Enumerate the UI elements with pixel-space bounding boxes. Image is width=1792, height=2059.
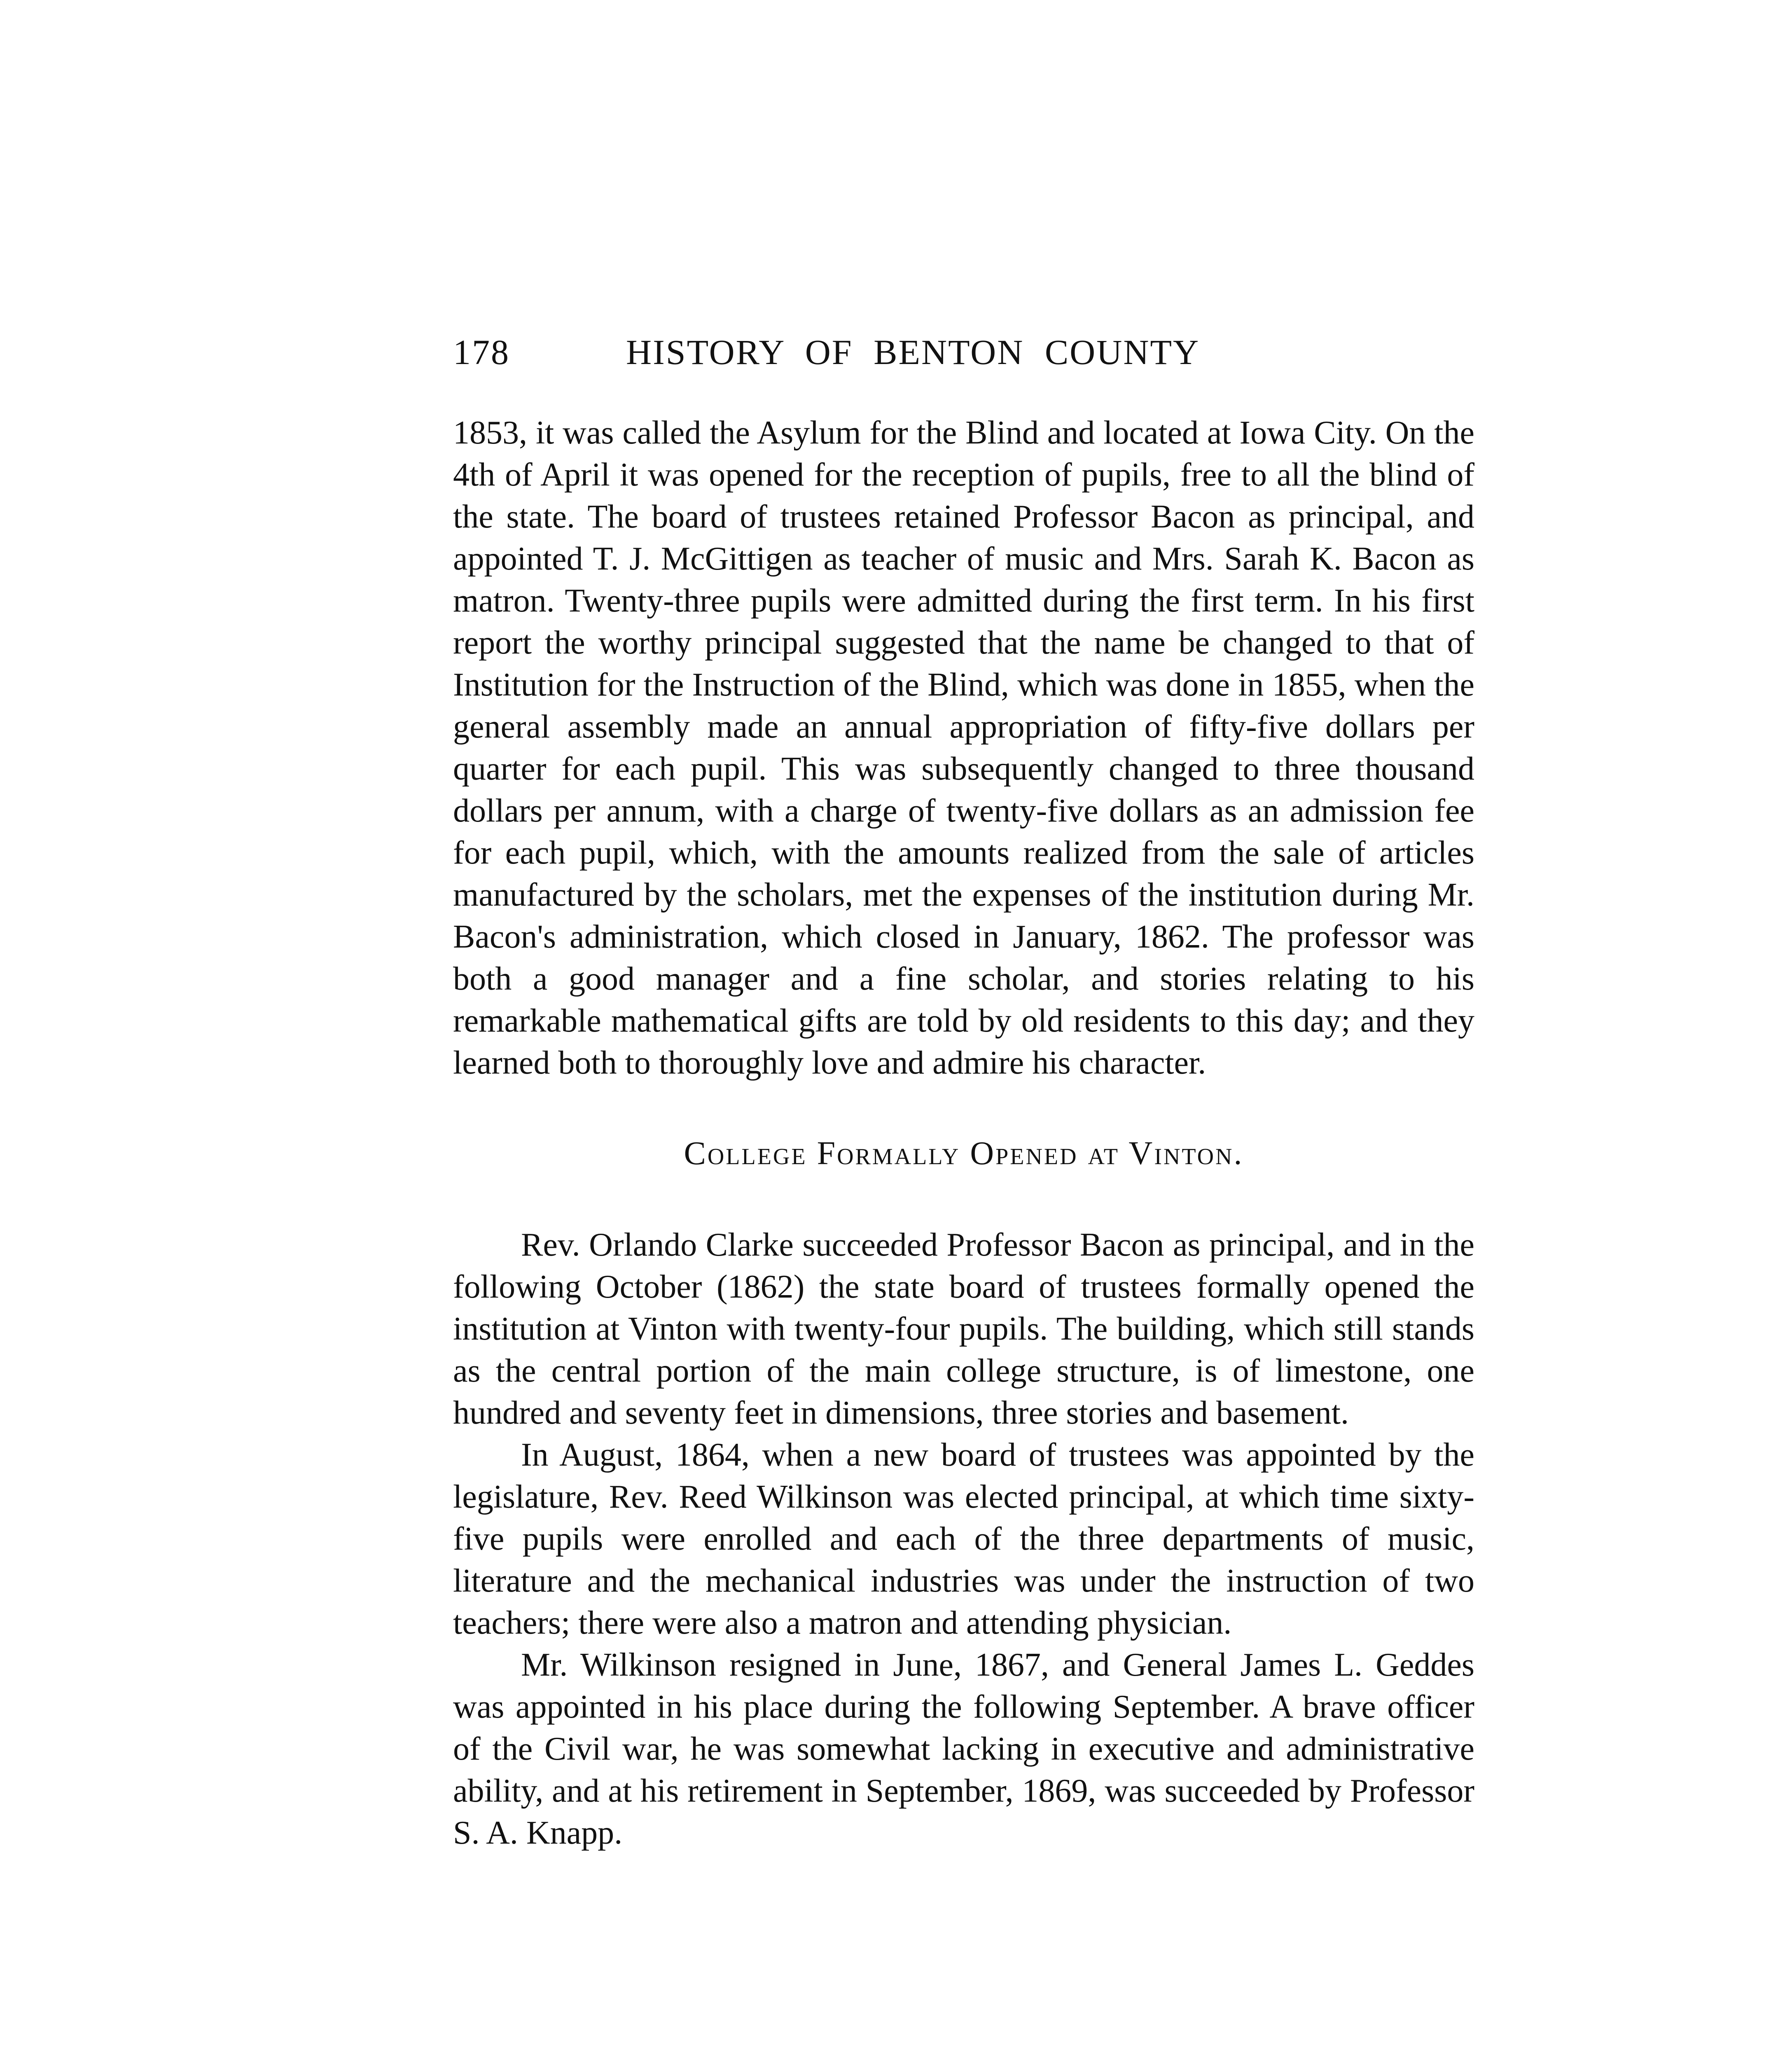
page-header: [453, 329, 1474, 375]
paragraph-college-opened: Rev. Orlando Clarke succeeded Professor Bacon as principal, and in the following October (1862) the state board of trustees formally opened the institution at Vinton with twenty-four pupils. The building, which still stands as the central portion of the main college structure, is of limestone, one hundred and seventy feet in dimensions, three stories and basement.: [453, 1227, 1474, 1431]
body-text: [453, 412, 1474, 1854]
page-number: 178: [453, 332, 510, 372]
paragraph-asylum-history: 1853, it was called the Asylum for the Blind and located at Iowa City. On the 4th of April it was opened for the reception of pupils, free to all the blind of the state. The board of trustees retained Professor Bacon as principal, and appointed T. J. McGittigen as teacher of music and Mrs. Sarah K. Bacon as matron. Twenty-three pupils were admitted during the first term. In his first report the worthy principal suggested that the name be changed to that of Institution for the Instruction of the Blind, which was done in 1855, when the general assembly made an annual appropriation of fifty-five dollars per quarter for each pupil. This was subsequently changed to three thousand dollars per annum, with a charge of twenty-five dollars as an admission fee for each pupil, which, with the amounts realized from the sale of articles manufactured by the scholars, met the expenses of the institution during Mr. Bacon's administration, which closed in January, 1862. The professor was both a good manager and a fine scholar, and stories relating to his remarkable mathematical gifts are told by old residents to this day; and they learned both to thoroughly love and admire his character.: [453, 415, 1474, 1081]
running-title: HISTORY OF BENTON COUNTY: [626, 332, 1200, 372]
paragraph-wilkinson-principal: In August, 1864, when a new board of trustees was appointed by the legislature, Rev. Reed Wilkinson was elected principal, at which time sixty-five pupils were enrolled and each of the three departments of music, literature and the mechanical industries was under the instruction of two teachers; there were also a matron and attending physician.: [453, 1437, 1474, 1641]
section-heading: College Formally Opened at Vinton.: [684, 1135, 1244, 1172]
paragraph-geddes-knapp: Mr. Wilkinson resigned in June, 1867, and General James L. Geddes was appointed in his place during the following September. A brave officer of the Civil war, he was somewhat lacking in executive and administrative ability, and at his retirement in September, 1869, was succeeded by Professor S. A. Knapp.: [453, 1647, 1474, 1851]
